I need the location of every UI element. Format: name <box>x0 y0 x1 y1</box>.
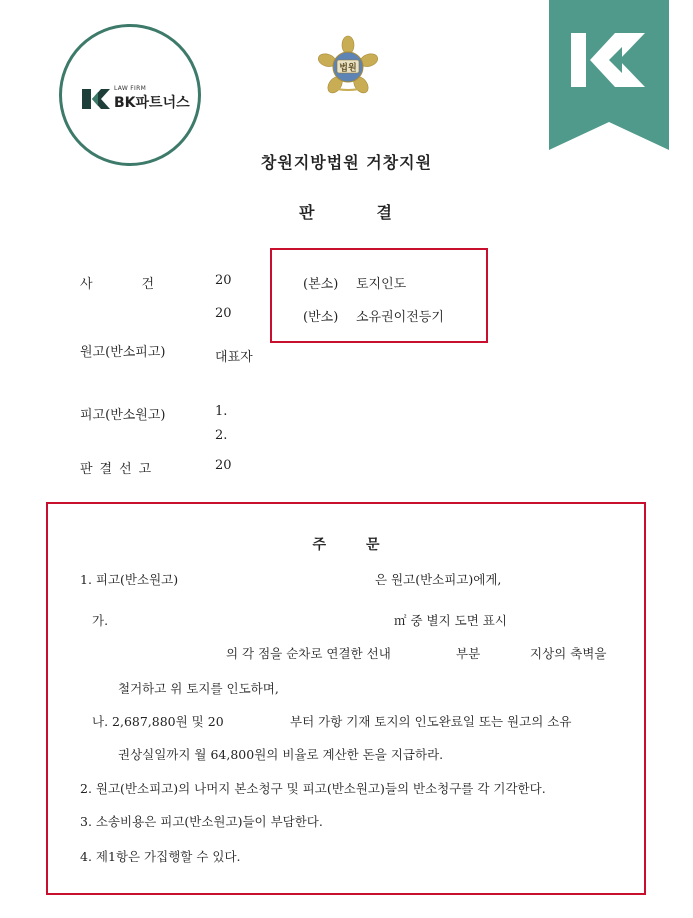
case-year-1: 20 <box>215 273 232 288</box>
plaintiff-label: 원고(반소피고) <box>80 345 166 360</box>
emblem-text: 법원 <box>339 63 357 74</box>
order-item1-na-a: 나. 2,687,880원 및 20 <box>92 714 224 729</box>
bookmark-ribbon <box>549 0 669 150</box>
case-type-1: (본소) <box>303 277 339 292</box>
order-item1-ga-b: ㎡ 중 별지 도면 표시 <box>394 613 507 628</box>
order-item1-ga-line3: 철거하고 위 토지를 인도하며, <box>118 681 279 696</box>
order-item3: 3. 소송비용은 피고(반소원고)들이 부담한다. <box>80 814 323 829</box>
verdict-value: 20 <box>215 458 232 473</box>
court-name: 창원지방법원 거창지원 <box>260 153 433 172</box>
order-title-right: 문 <box>366 537 380 553</box>
order-item1-na-b: 부터 가항 기재 토지의 인도완료일 또는 원고의 소유 <box>290 714 572 729</box>
title-left-char: 판 <box>299 203 317 222</box>
case-label <box>80 273 154 292</box>
case-name-1: 토지인도 <box>356 277 407 292</box>
order-item1-ga-line2-b: 부분 <box>456 646 481 661</box>
court-emblem-icon <box>315 35 381 95</box>
title-right-char: 결 <box>376 203 394 222</box>
order-title-left: 주 <box>312 537 326 553</box>
plaintiff-value: 대표자 <box>215 350 253 365</box>
case-highlight-box <box>270 248 488 343</box>
defendant-2: 2. <box>215 428 228 443</box>
order-title <box>46 534 646 554</box>
order-item1-ga-line2-a: 의 각 점을 순차로 연결한 선내 <box>226 646 391 661</box>
order-highlight-box <box>46 502 646 895</box>
document-title <box>0 200 693 223</box>
case-label-a: 사 <box>80 277 93 292</box>
logo-subtitle: LAW FIRM <box>114 85 147 92</box>
bk-mark-icon <box>82 89 110 109</box>
order-item1-a: 1. 피고(반소원고) <box>80 572 179 587</box>
order-item1-ga-a: 가. <box>92 613 109 628</box>
verdict-label: 판결선고 <box>80 462 159 477</box>
order-item1-b: 은 원고(반소피고)에게, <box>375 572 502 587</box>
case-type-2: (반소) <box>303 310 339 325</box>
order-item1-ga-line2-c: 지상의 축벽을 <box>530 646 607 661</box>
order-item2: 2. 원고(반소피고)의 나머지 본소청구 및 피고(반소원고)들의 반소청구를 각 기각한다. <box>80 781 546 796</box>
defendant-1: 1. <box>215 404 228 419</box>
defendant-label: 피고(반소원고) <box>80 408 166 423</box>
case-label-b: 건 <box>141 277 154 292</box>
order-item1-na-line2: 권상실일까지 월 64,800원의 비율로 계산한 돈을 지급하라. <box>118 747 444 762</box>
order-item4: 4. 제1항은 가집행할 수 있다. <box>80 849 241 864</box>
case-name-2: 소유권이전등기 <box>356 310 444 325</box>
case-year-2: 20 <box>215 306 232 321</box>
logo-name: BK파트너스 <box>114 95 190 111</box>
law-firm-logo <box>59 24 201 166</box>
